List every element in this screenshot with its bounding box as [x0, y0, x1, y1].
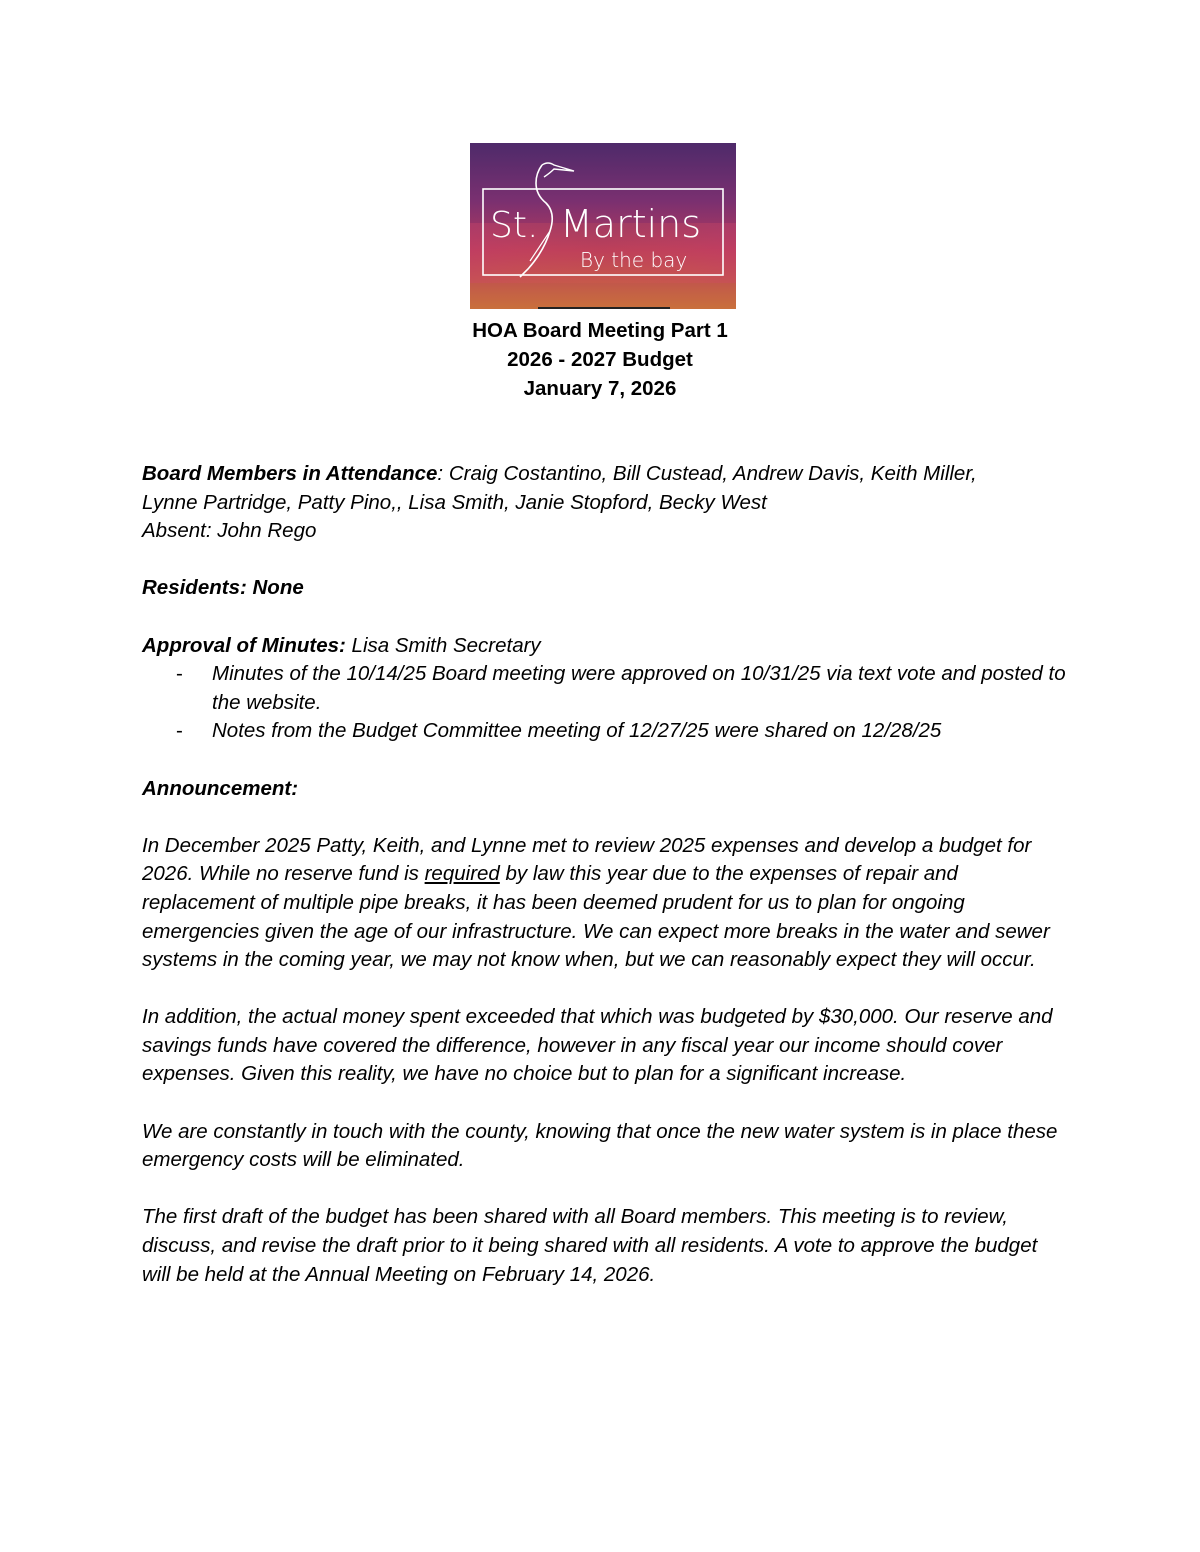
minutes-label: Approval of Minutes: [142, 633, 346, 657]
announcement-paragraph-4: The first draft of the budget has been shared with all Board members. This meeting is to review, discuss, and revise the draft prior to it being shared with all residents. A vote to approve the budget will be held at the Annual Meeting on February 14, 2026. [142, 1205, 1038, 1286]
minutes-secretary: Lisa Smith Secretary [345, 633, 541, 657]
bullet-dash: - [176, 719, 183, 743]
attendance-label: Board Members in Attendance [142, 462, 438, 485]
logo-st: St. [490, 205, 539, 246]
minutes-body [142, 460, 1067, 1289]
attendance-absent: Absent: John Rego [142, 519, 317, 543]
attendance-members-line1: : Craig Costantino, Bill Custead, Andrew Davis, Keith Miller, [437, 462, 977, 485]
minutes-approval [142, 632, 1067, 661]
bullet-dash: - [176, 662, 183, 686]
announcement-heading: Announcement: [142, 776, 299, 800]
title-meeting: HOA Board Meeting Part 1 [472, 319, 728, 342]
logo-graphic [470, 143, 736, 309]
announcement-p1-text-rest: by law this year due to the expenses of repair and replacement of multiple pipe breaks, it has been deemed prudent for us to plan for ongoing emergencies given the age of our infrastructure. We can expect more breaks in the water and sewer systems in the coming year, we may not know when, but we can reasonably expect they will occur. [142, 862, 1050, 972]
announcement-p1-text: In December 2025 Patty, Keith, and Lynne met to review 2025 expenses and develop a budget for 2026. While no reserve fund is [142, 833, 1032, 886]
attendance-paragraph [142, 460, 1067, 546]
announcement-paragraph-1 [142, 832, 1067, 975]
list-item [142, 717, 1067, 746]
residents-line: Residents: None [142, 576, 304, 600]
logo-tagline: By the bay [580, 248, 688, 272]
attendance-members-line2: Lynne Partridge, Patty Pino,, Lisa Smith, Janie Stopford, Becky West [142, 490, 767, 514]
underlined-word: required [424, 862, 500, 886]
logo-martins: Martins [560, 202, 702, 246]
st-martins-logo [470, 143, 736, 309]
minutes-item-text: Notes from the Budget Committee meeting of 12/27/25 were shared on 12/28/25 [212, 719, 942, 743]
list-item [142, 660, 1067, 717]
title-date: January 7, 2026 [523, 377, 677, 400]
title-budget: 2026 - 2027 Budget [507, 348, 693, 371]
announcement-paragraph-3: We are constantly in touch with the county, knowing that once the new water system is in place these emergency costs will be eliminated. [142, 1119, 1058, 1172]
announcement-paragraph-2: In addition, the actual money spent exceeded that which was budgeted by $30,000. Our reserve and savings funds have covered the difference, however in any fiscal year our income should cover expenses. Given this reality, we have no choice but to plan for a significant increase. [142, 1005, 1053, 1086]
minutes-item-text: Minutes of the 10/14/25 Board meeting were approved on 10/31/25 via text vote and posted to the website. [212, 662, 1066, 714]
minutes-list [142, 660, 1067, 746]
document-title [0, 316, 1200, 403]
